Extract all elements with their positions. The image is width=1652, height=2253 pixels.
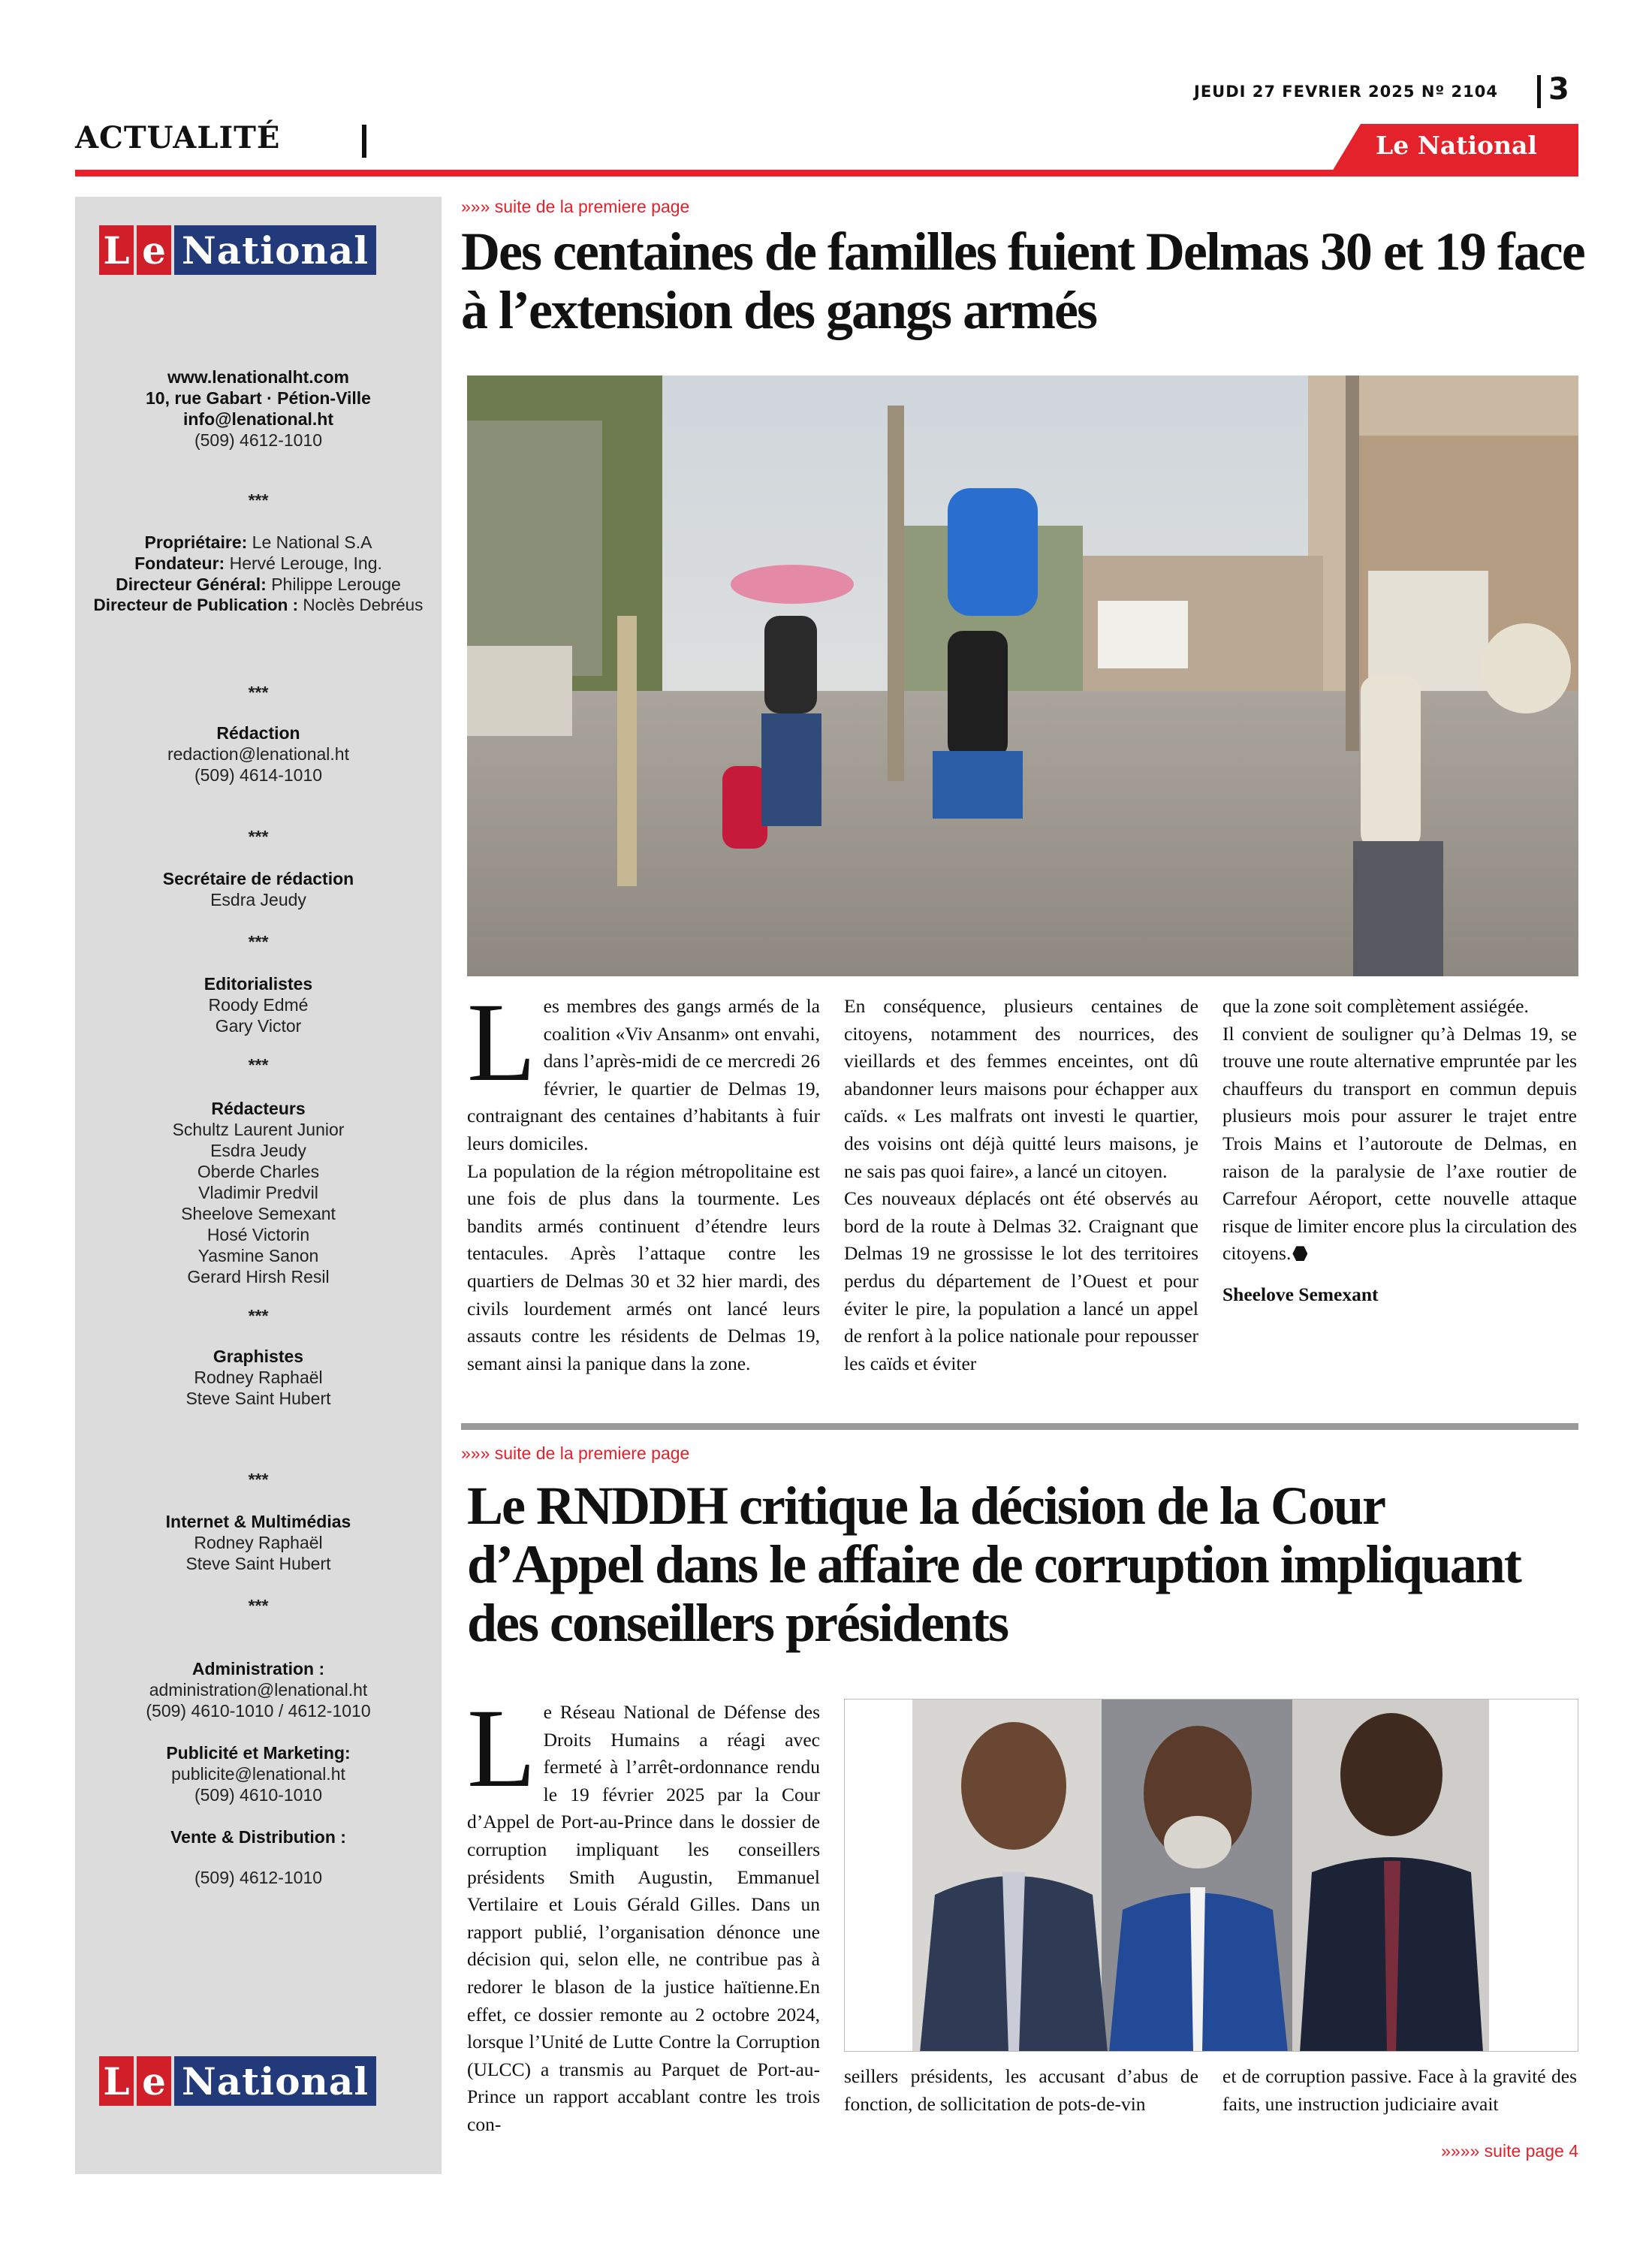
article1-kicker[interactable]: »»» suite de la premiere page xyxy=(461,197,690,216)
section-separator xyxy=(362,125,366,158)
writer: Sheelove Semexant xyxy=(181,1204,336,1223)
newspaper-logo xyxy=(99,225,376,275)
dg-label: Directeur Général: xyxy=(116,575,267,594)
logo-word: National xyxy=(174,2056,376,2106)
logo-letter-e: e xyxy=(137,2056,171,2106)
graphist: Steve Saint Hubert xyxy=(185,1389,331,1408)
article1-col2-text: En conséquence, plusieurs centaines de citoyens, notamment des nourrices, des vieillards et des femmes enceintes, ont dû abandonner leurs maisons pour échapper aux caïds. « Les malfrats ont investi le quartier, des voisins ont déjà quitté leurs maisons, je ne sais pas quoi faire», a lancé un citoyen. xyxy=(844,995,1198,1182)
article2-column-1 xyxy=(467,1686,820,2139)
founder-label: Fondateur: xyxy=(134,553,225,573)
article2-col1-text: e Réseau National de Défense des Droits Humains a réagi avec fermeté à l’arrêt-ordonnance rendu le 19 février 2025 par la Cour d’Appel de Port-au-Prince dans le dossier de corruption impliquant les conseillers présidents Smith Augustin, Emmanuel Vertilaire et Louis Gérald Gilles. Dans un rapport publié, l’organisation dénonce une décision qui, selon elle, ne contribue pas à redorer le blason de la justice haïtienne.En effet, ce dossier remonte au 2 octobre 2024, lorsque l’Unité de Lutte Contre la Corruption (ULCC) a transmis au Parquet de Port-au-Prince un rapport accablant contre les trois con- xyxy=(467,1701,820,2135)
masthead-sales xyxy=(75,1826,442,1888)
admin-title: Administration : xyxy=(191,1659,325,1678)
separator: *** xyxy=(248,827,269,846)
header-rule xyxy=(75,170,1578,176)
newspaper-logo-bottom xyxy=(99,2056,376,2106)
secretary-title: Secrétaire de rédaction xyxy=(162,869,354,888)
masthead-writers xyxy=(75,1098,442,1287)
masthead-publicity xyxy=(75,1742,442,1805)
article1-column-1 xyxy=(467,980,820,1377)
admin-phone: (509) 4610-1010 / 4612-1010 xyxy=(146,1701,371,1721)
logo-word: National xyxy=(174,225,376,275)
section-title: ACTUALITÉ xyxy=(75,120,281,155)
masthead-editorialists xyxy=(75,973,442,1036)
masthead-contact xyxy=(75,366,442,451)
masthead-administration xyxy=(75,1658,442,1721)
article2-col2-text: seillers présidents, les accusant d’abus de fonction, de sollicitation de pots-de-vin xyxy=(844,2065,1198,2115)
article1-headline: Des centaines de familles fuient Delmas 30 et 19 face à l’extension des gangs armés xyxy=(461,222,1584,340)
continued-page-link[interactable]: »»»» suite page 4 xyxy=(1441,2141,1578,2161)
secretary-name: Esdra Jeudy xyxy=(210,890,306,909)
address: 10, rue Gabart · Pétion-Ville xyxy=(146,388,371,408)
redaction-phone: (509) 4614-1010 xyxy=(194,765,323,785)
internet-title: Internet & Multimédias xyxy=(165,1512,351,1531)
article1-column-2 xyxy=(844,993,1198,1377)
editorialist: Roody Edmé xyxy=(208,995,309,1015)
logo-letter-l: L xyxy=(99,225,134,275)
graphist: Rodney Raphaël xyxy=(194,1368,323,1387)
masthead-redaction xyxy=(75,722,442,786)
separator: *** xyxy=(248,1306,269,1326)
pub-phone: (509) 4610-1010 xyxy=(194,1785,323,1805)
separator: *** xyxy=(248,932,269,952)
masthead-graphics xyxy=(75,1346,442,1409)
logo-letter-l: L xyxy=(99,2056,134,2106)
graphics-title: Graphistes xyxy=(213,1347,304,1366)
article1-column-3 xyxy=(1222,993,1577,1309)
sales-phone: (509) 4612-1010 xyxy=(194,1868,323,1887)
editorialist: Gary Victor xyxy=(215,1016,302,1036)
pub-email[interactable]: publicite@lenational.ht xyxy=(171,1764,345,1784)
separator: *** xyxy=(248,683,269,702)
pub-title: Publicité et Marketing: xyxy=(166,1743,351,1763)
writer: Schultz Laurent Junior xyxy=(172,1120,345,1139)
owner-value: Le National S.A xyxy=(247,532,372,552)
article1-col1-text: es membres des gangs armés de la coalition «Viv Ansanm» ont envahi, dans l’après-midi de ce mercredi 26 février, le quartier de Delmas 19, contraignant des centaines d’habitants à fuir leurs domiciles. xyxy=(467,995,820,1154)
article2-headline: Le RNDDH critique la décision de la Cour d’Appel dans le affaire de corruption impliquant des conseillers présidents xyxy=(467,1476,1521,1653)
article2-portraits-photo xyxy=(844,1699,1578,2052)
owner-label: Propriétaire: xyxy=(144,532,248,552)
internet-member: Rodney Raphaël xyxy=(194,1533,323,1552)
logo-letter-e: e xyxy=(137,225,171,275)
writers-title: Rédacteurs xyxy=(211,1099,306,1118)
internet-member: Steve Saint Hubert xyxy=(185,1554,331,1573)
writer: Hosé Victorin xyxy=(206,1225,310,1244)
article1-col3-para2: Il convient de souligner qu’à Delmas 19, se trouve une route alternative empruntée par les chauffeurs du transport en commun depuis plusieurs mois pour assurer le trajet entre Trois Mains et l’autoroute de Delmas, en raison de la paralysie de l’axe routier de Carrefour Aéroport, cette nouvelle attaque risque de limiter encore plus la circulation des citoyens. xyxy=(1222,1022,1577,1265)
admin-email[interactable]: administration@lenational.ht xyxy=(149,1680,368,1700)
founder-value: Hervé Lerouge, Ing. xyxy=(225,553,382,573)
redaction-email[interactable]: redaction@lenational.ht xyxy=(167,744,349,764)
writer: Gerard Hirsh Resil xyxy=(187,1267,330,1286)
article2-kicker[interactable]: »»» suite de la premiere page xyxy=(461,1443,690,1463)
dp-label: Directeur de Publication : xyxy=(93,596,299,614)
article1-col1-para2: La population de la région métropolitaine est une fois de plus dans la tourmente. Les bandits armés continuent d’étendre leurs tentacules. Après l’attaque contre les quartiers de Delmas 30 et 32 hier mardi, des civils lourdement armés ont lancé leurs assauts contre les résidents de Delmas 19, semant ainsi la panique dans la zone. xyxy=(467,1160,820,1374)
article1-col2-para2: Ces nouveaux déplacés ont été observés au bord de la route à Delmas 32. Craignant que Delmas 19 ne grossisse le lot des territoires perdus du département de l’Ouest et pour éviter le pire, la population a lancé un appel de renfort à la police nationale pour repousser les caïds et éviter xyxy=(844,1187,1198,1374)
masthead-ownership xyxy=(75,532,442,616)
masthead-secretary xyxy=(75,868,442,910)
article1-photo xyxy=(467,376,1578,976)
redaction-title: Rédaction xyxy=(216,723,300,743)
article2-col3-text: et de corruption passive. Face à la gravité des faits, une instruction judiciaire avait xyxy=(1222,2065,1577,2115)
separator: *** xyxy=(248,1055,269,1075)
article-divider xyxy=(461,1423,1578,1430)
article2-column-2 xyxy=(844,2063,1198,2118)
editorialists-title: Editorialistes xyxy=(203,974,313,994)
dp-value: Noclès Debréus xyxy=(298,596,424,614)
article2-drop-cap: L xyxy=(467,1686,536,1811)
writer: Esdra Jeudy xyxy=(210,1141,306,1160)
article2-column-3 xyxy=(1222,2063,1577,2118)
contact-email[interactable]: info@lenational.ht xyxy=(182,409,334,429)
dg-value: Philippe Lerouge xyxy=(266,575,401,594)
sales-title: Vente & Distribution : xyxy=(170,1827,346,1847)
end-of-article-icon xyxy=(1292,1246,1307,1261)
page-number: 3 xyxy=(1548,72,1569,107)
writer: Vladimir Predvil xyxy=(198,1183,318,1202)
separator: *** xyxy=(248,1470,269,1489)
page-number-bar xyxy=(1537,75,1541,108)
separator: *** xyxy=(248,490,269,510)
issue-date-line: JEUDI 27 FEVRIER 2025 Nº 2104 xyxy=(1194,83,1498,101)
separator: *** xyxy=(248,1596,269,1615)
writer: Yasmine Sanon xyxy=(197,1246,319,1265)
brand-tab-label: Le National xyxy=(1376,131,1537,160)
article1-drop-cap: L xyxy=(467,980,536,1105)
article1-col3-text: que la zone soit complètement assiégée. xyxy=(1222,995,1529,1017)
article1-byline: Sheelove Semexant xyxy=(1222,1283,1379,1305)
writer: Oberde Charles xyxy=(197,1162,320,1181)
masthead-internet xyxy=(75,1511,442,1574)
website-link[interactable]: www.lenationalht.com xyxy=(167,367,349,387)
contact-phone: (509) 4612-1010 xyxy=(194,430,323,450)
